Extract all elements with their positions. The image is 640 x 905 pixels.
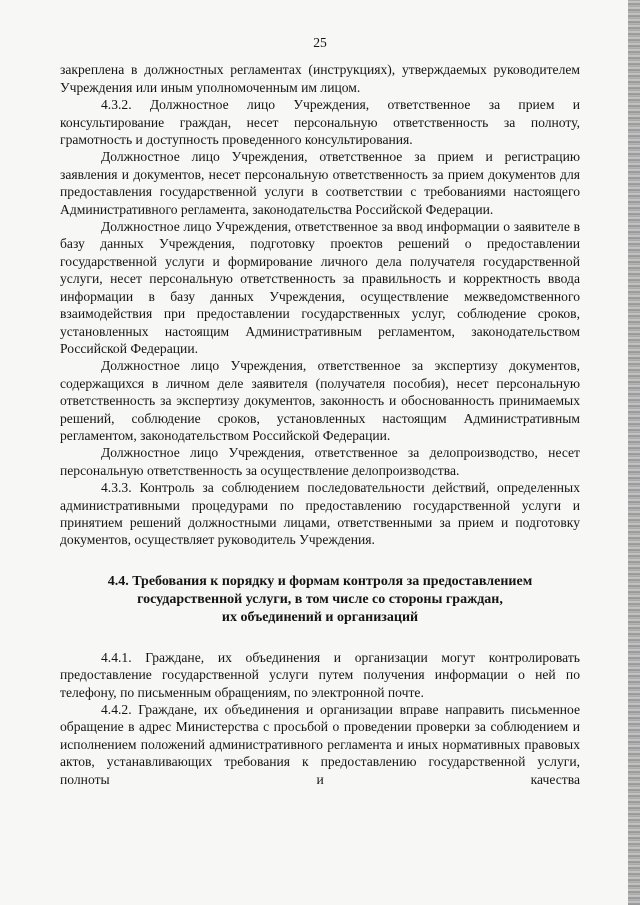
document-page — [60, 34, 580, 788]
heading-line-1: 4.4. Требования к порядку и формам контроля за предоставлением — [107, 573, 533, 589]
page-number: 25 — [313, 35, 327, 50]
paragraph-expertise: Должностное лицо Учреждения, ответственное за экспертизу документов, содержащихся в личном деле заявителя (получателя пособия), несет персональную ответственность за экспертизу документов, законность и обоснованность принимаемых решений, соблюдение сроков, установленных настоящим Административным регламентом, законодательством Российской Федерации. — [60, 358, 580, 443]
paragraph-4-3-2: 4.3.2. Должностное лицо Учреждения, ответственное за прием и консультирование граждан, несет персональную ответственность за полноту, грамотность и доступность проведенного консультирования. — [60, 97, 580, 148]
paragraph-4-4-1: 4.4.1. Граждане, их объединения и организации могут контролировать предоставление государственной услуги путем получения информации о ней по телефону, по письменным обращениям, по электронной почте. — [60, 649, 580, 700]
paragraph-records: Должностное лицо Учреждения, ответственное за делопроизводство, несет персональную ответственность за осуществление делопроизводства. — [60, 445, 580, 478]
paragraph-4-4-2: 4.4.2. Граждане, их объединения и организации вправе направить письменное обращение в адрес Министерства с просьбой о проведении проверки за соблюдением и исполнением положений административного регламента и иных нормативных правовых актов, устанавливающих требования к предоставлению государственной услуги, полноты и качества — [60, 702, 580, 787]
paragraph-0: закреплена в должностных регламентах (инструкциях), утверждаемых руководителем Учреждения или иным уполномоченным им лицом. — [60, 62, 580, 95]
paragraph-4-3-3: 4.3.3. Контроль за соблюдением последовательности действий, определенных административными процедурами по предоставлению государственной услуги и принятием решений должностными лицами, ответственными за прием и подготовку документов, осуществляет руководитель Учреждения. — [60, 480, 580, 548]
scan-edge — [628, 0, 640, 905]
heading-line-2: государственной услуги, в том числе со стороны граждан, — [137, 591, 503, 607]
paragraph-registration: Должностное лицо Учреждения, ответственное за прием и регистрацию заявления и документов, несет персональную ответственность за прием документов для предоставления государственной услуги в соответствии с требованиями настоящего Административного регламента, законодательства Российской Федерации. — [60, 149, 580, 217]
section-heading-4-4 — [60, 573, 580, 627]
heading-line-3: их объединений и организаций — [221, 609, 419, 625]
paragraph-data-entry: Должностное лицо Учреждения, ответственное за ввод информации о заявителе в базу данных Учреждения, подготовку проектов решений о предоставлении государственной услуги и формирование личного дела получателя государственной услуги, несет персональную ответственность за правильность и корректность ввода информации в базу данных Учреждения, осуществление межведомственного взаимодействия при предоставлении государственных услуг, соблюдение сроков, установленных настоящим Административным регламентом, законодательством Российской Федерации. — [60, 219, 580, 356]
